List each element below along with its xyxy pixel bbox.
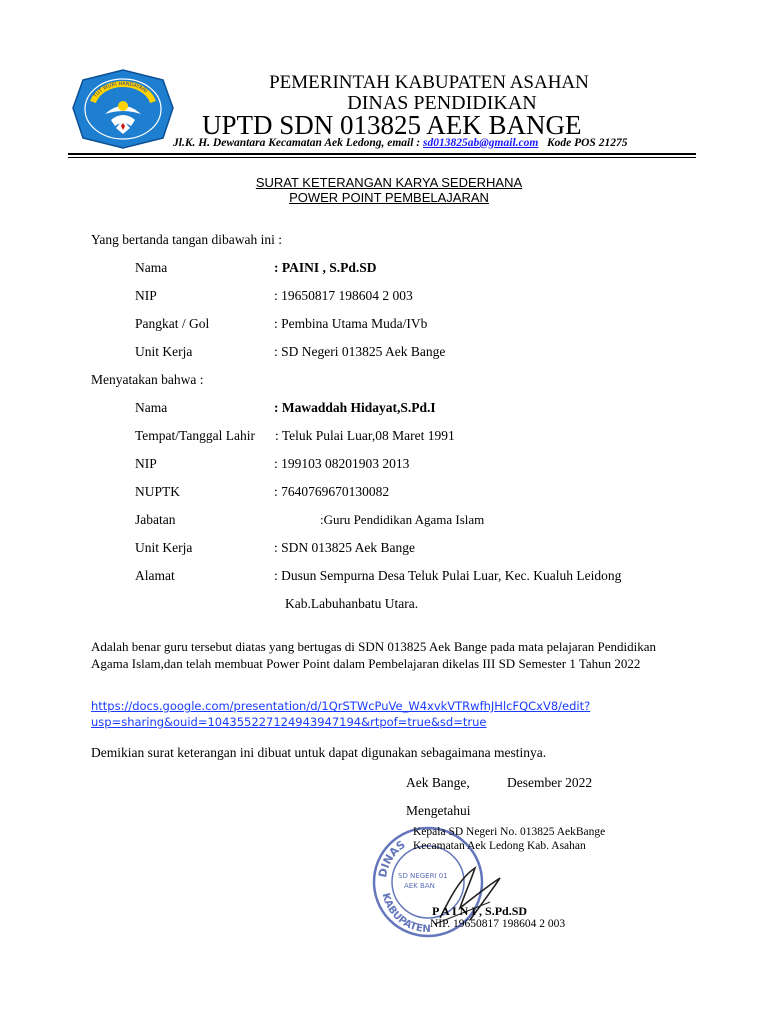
- field-label: Nama: [135, 260, 168, 275]
- declare-text: Menyatakan bahwa :: [91, 372, 204, 387]
- field-value: : 199103 08201903 2013: [274, 456, 410, 471]
- field-label: Alamat: [135, 568, 175, 583]
- signer-title-line1: Kepala SD Negeri No. 013825 AekBange: [413, 826, 606, 838]
- field-label: Unit Kerja: [135, 540, 193, 555]
- closing-text: Demikian surat keterangan ini dibuat untuk dapat digunakan sebagaimana mestinya.: [91, 745, 547, 760]
- field-value: : PAINI , S.Pd.SD: [274, 260, 377, 275]
- email-link[interactable]: sd013825ab@gmail.com: [423, 137, 539, 149]
- svg-text:AEK BAN: AEK BAN: [404, 882, 435, 890]
- government-name: PEMERINTAH KABUPATEN ASAHAN: [269, 72, 589, 93]
- presentation-link-cont[interactable]: usp=sharing&ouid=104355227124943947194&rtpof=true&sd=true: [91, 715, 487, 729]
- signer-name: P A I N I , S.Pd.SD: [432, 904, 528, 918]
- field-value: : SDN 013825 Aek Bange: [274, 540, 415, 555]
- statement-paragraph: Adalah benar guru tersebut diatas yang bertugas di SDN 013825 Aek Bange pada mata pelajaran Pendidikan Agama Islam,dan telah membuat Power Point dalam Pembelajaran dikelas III SD Semester 1 Tahun 2022: [91, 639, 656, 671]
- field-label: Unit Kerja: [135, 344, 193, 359]
- svg-text:TUT WURI HANDAYANI: TUT WURI HANDAYANI: [92, 81, 149, 99]
- date: Desember 2022: [507, 775, 593, 790]
- address-continuation: Kab.Labuhanbatu Utara.: [285, 596, 419, 611]
- signer-nip: NIP. 19650817 198604 2 003: [430, 918, 566, 930]
- field-value: : Teluk Pulai Luar,08 Maret 1991: [275, 428, 455, 443]
- field-label: Nama: [135, 400, 168, 415]
- presentation-link[interactable]: https://docs.google.com/presentation/d/1QrSTWcPuVe_W4xvkVTRwfhJHlcFQCxV8/edit?: [91, 699, 591, 713]
- svg-text:DINAS: DINAS: [376, 837, 408, 879]
- place: Aek Bange,: [406, 775, 470, 790]
- office-name: DINAS PENDIDIKAN: [347, 92, 537, 114]
- signer-title-line2: Kecamatan Aek Ledong Kab. Asahan: [413, 840, 586, 852]
- header-rule-thin: [68, 157, 696, 158]
- field-label: NIP: [135, 456, 157, 471]
- intro-text: Yang bertanda tangan dibawah ini :: [91, 232, 282, 247]
- address-text: Jl.K. H. Dewantara Kecamatan Aek Ledong, email :: [173, 137, 421, 149]
- field-value: :Guru Pendidikan Agama Islam: [320, 512, 485, 527]
- letter-title-line2: POWER POINT PEMBELAJARAN: [289, 190, 489, 205]
- field-label: NUPTK: [135, 484, 181, 499]
- school-name: UPTD SDN 013825 AEK BANGE: [202, 110, 582, 140]
- field-value: : SD Negeri 013825 Aek Bange: [274, 344, 446, 359]
- field-label: Tempat/Tanggal Lahir: [135, 428, 255, 443]
- svg-text:SD NEGERI 01: SD NEGERI 01: [398, 872, 448, 880]
- field-value: : Pembina Utama Muda/IVb: [274, 316, 428, 331]
- letter-title-line1: SURAT KETERANGAN KARYA SEDERHANA: [255, 175, 523, 190]
- header-rule-thick: [68, 153, 696, 155]
- field-value: : 19650817 198604 2 003: [274, 288, 413, 303]
- field-label: Jabatan: [135, 512, 176, 527]
- field-value: : Dusun Sempurna Desa Teluk Pulai Luar, Kec. Kualuh Leidong: [274, 568, 622, 583]
- school-address: [173, 137, 627, 149]
- field-label: Pangkat / Gol: [135, 316, 210, 331]
- field-value: : 7640769670130082: [274, 484, 390, 499]
- acknowledge-text: Mengetahui: [406, 803, 471, 818]
- field-label: NIP: [135, 288, 157, 303]
- field-value: : Mawaddah Hidayat,S.Pd.I: [274, 400, 436, 415]
- svg-text:KABUPATEN: KABUPATEN: [379, 891, 431, 936]
- postcode: Kode POS 21275: [546, 137, 628, 149]
